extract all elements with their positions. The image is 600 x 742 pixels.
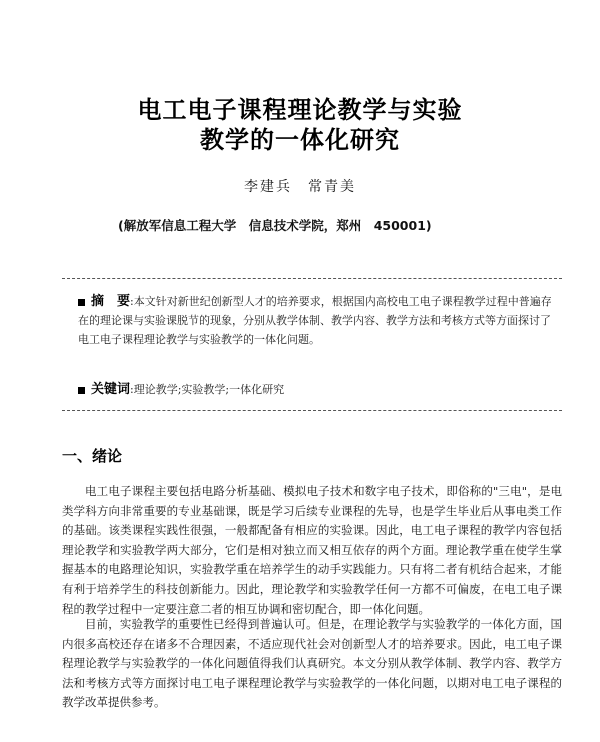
abstract-top-rule: [62, 278, 562, 279]
abstract-label: 摘 要: [91, 294, 131, 309]
bullet-square-icon: [78, 299, 85, 306]
paper-title-line-1: 电工电子课程理论教学与实验: [137, 96, 463, 124]
section-heading: 一、绪论: [62, 447, 123, 465]
abstract-text: :本文针对新世纪创新型人才的培养要求，根据国内高校电工电子课程教学过程中普遍存在的理论课与实验课脱节的现象，分别从教学体制、教学内容、教学方法和考核方式等方面探讨了电工电子课程理论教学与实验教学的一体化问题。: [78, 295, 552, 346]
authors: 李建兵 常青美: [244, 179, 356, 195]
abstract-bottom-rule: [62, 410, 562, 411]
body-paragraph-2: 目前，实验教学的重要性已经得到普遍认可。但是，在理论教学与实验教学的一体化方面，国内很多高校还存在诸多不合理因素，不适应现代社会对创新型人才的培养要求。因此，电工电子课程理论教学与实验教学的一体化问题值得我们认真研究。本文分别从教学体制、教学内容、教学方法和考核方式等方面探讨电工电子课程理论教学与实验教学的一体化问题，以期对电工电子课程的教学改革提供参考。: [62, 617, 562, 710]
abstract-block: [78, 292, 558, 349]
body-paragraph-1: 电工电子课程主要包括电路分析基础、模拟电子技术和数字电子技术，即俗称的"三电"，是电类学科方向非常重要的专业基础课，既是学习后续专业课程的先导，也是学生毕业后从事电类工作的基础。该类课程实践性很强，一般都配备有相应的实验课。因此，电工电子课程的教学内容包括理论教学和实验教学两大部分，它们是相对独立而又相互依存的两个方面。理论教学重在使学生掌握基本的电路理论知识，实验教学重在培养学生的动手实践能力。只有将二者有机结合起来，才能有利于培养学生的科技创新能力。因此，理论教学和实验教学任何一方都不可偏废，在电工电子课程的教学过程中一定要注意二者的相互协调和密切配合，即一体化问题。: [62, 484, 562, 616]
keywords-block: [78, 378, 558, 397]
bullet-square-icon: [78, 387, 85, 394]
keywords-label: 关键词: [91, 382, 131, 397]
paper-title-line-2: 教学的一体化研究: [200, 126, 400, 154]
affiliation: (解放军信息工程大学 信息技术学院，郑州 450001): [118, 218, 432, 233]
keywords-text: :理论教学;实验教学;一体化研究: [130, 383, 285, 396]
